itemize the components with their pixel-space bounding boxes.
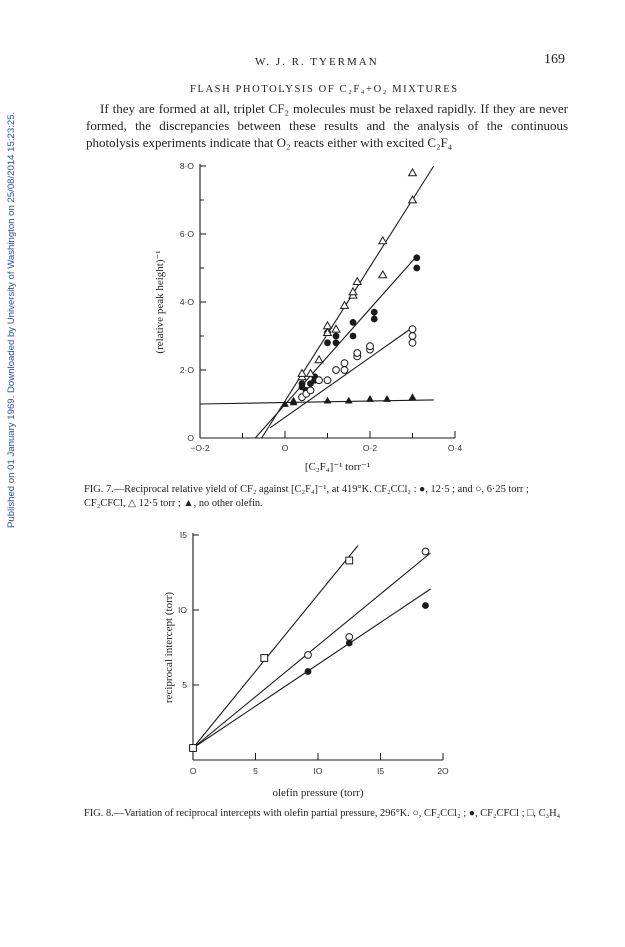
- data-point: [422, 548, 429, 555]
- y-tick-label: I5: [179, 530, 187, 540]
- data-point: [346, 634, 353, 641]
- section-title: FLASH PHOTOLYSIS OF C₂F₄+O₂ MIXTURES: [190, 84, 459, 95]
- y-tick-label: 2·O: [179, 365, 194, 375]
- x-tick-label: O·2: [362, 443, 378, 453]
- x-axis-title: olefin pressure (torr): [272, 787, 364, 799]
- page-number: 169: [544, 52, 565, 67]
- y-axis-title: reciprocal intercept (torr): [163, 591, 175, 704]
- data-point: [190, 745, 197, 752]
- x-axis-title: [C₂F₄]⁻¹ torr⁻¹: [304, 461, 371, 473]
- publication-note: Published on 01 January 1969. Downloaded by University of Washington on 25/08/2014 15:23:25.: [6, 111, 17, 529]
- body-paragraph: If they are formed at all, triplet CF₂ molecules must be relaxed rapidly. If they are never formed, the discrepancies between these results and the analysis of the continuous photolysis experiments indicate that O₂ reacts either with excited C₂F₄: [86, 101, 568, 150]
- x-tick-label: 5: [253, 766, 258, 776]
- running-head: W. J. R. TYERMAN: [255, 56, 379, 68]
- y-tick-label: 5: [182, 680, 187, 690]
- data-point: [261, 655, 268, 662]
- y-tick-label: 4·O: [179, 297, 194, 307]
- figure-8-caption: FIG. 8.—Variation of reciprocal intercepts with olefin partial pressure, 296°K. ○, CF₂CCl₂ ; ●, CF₂CFCl ; □, C₃H₄: [84, 808, 561, 819]
- x-tick-label: I5: [376, 766, 385, 776]
- x-tick-label: O: [281, 443, 289, 453]
- y-tick-label: IO: [178, 605, 187, 615]
- x-tick-label: IO: [313, 766, 323, 776]
- data-point: [422, 602, 429, 609]
- figure-7-caption: FIG. 7.—Reciprocal relative yield of CF₂ against [C₂F₄]⁻¹, at 419°K. CF₂CCl₂ : ●, 12·5 ; and ○, 6·25 torr ; CF₂CFCl, △ 12·5 torr ; ▲, no other olefin.: [84, 484, 529, 509]
- data-point: [346, 557, 353, 564]
- y-tick-label: O: [187, 433, 194, 443]
- y-tick-label: 6·O: [179, 229, 194, 239]
- fit-line: [193, 589, 431, 748]
- data-point: [346, 640, 353, 647]
- data-point: [305, 652, 312, 659]
- y-axis-title: (relative peak height)⁻¹: [154, 250, 166, 354]
- x-tick-label: O: [189, 766, 197, 776]
- x-tick-label: O·4: [447, 443, 463, 453]
- x-tick-label: −O·2: [190, 443, 210, 453]
- y-tick-label: 8·O: [179, 161, 194, 171]
- x-tick-label: 2O: [437, 766, 449, 776]
- fit-line: [193, 546, 358, 749]
- fit-line: [193, 553, 431, 748]
- data-point: [305, 668, 312, 675]
